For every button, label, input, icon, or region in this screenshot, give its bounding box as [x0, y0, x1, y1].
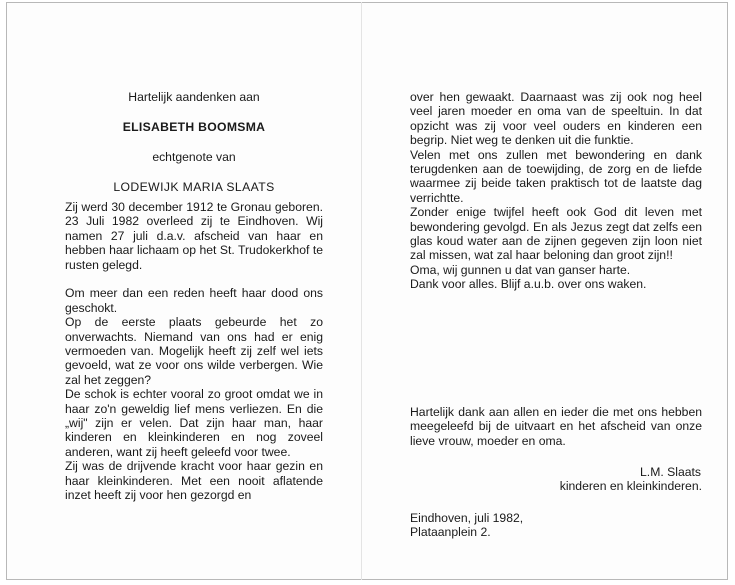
paragraph-dedication: Velen met ons zullen met bewondering en dank terugdenken aan de toewijding, de zorg en de liefde waarmee zij beide taken praktisch tot de laatste dag verrichtte. — [410, 147, 702, 205]
relation-line: echtgenote van — [152, 150, 236, 164]
intro-line: Hartelijk aandenken aan — [128, 90, 260, 104]
card-fold-line — [361, 2, 362, 580]
paragraph-great-loss: De schok is echter vooral zo groot omdat we in haar zo'n geweldig lief mens verliezen. En die „wij" zijn er velen. Dat zijn haar man, haar kinderen en kleinkinderen en nog zoveel anderen, want zij heeft geleefd voor twee. — [65, 387, 323, 459]
signature-block — [410, 465, 702, 494]
paragraph-thanks-watch: Dank voor alles. Blijf a.u.b. over ons waken. — [410, 277, 647, 292]
thanks-paragraph: Hartelijk dank aan allen en ieder die met ons hebben meegeleefd bij de uitvaart en het afscheid van onze lieve vrouw, moeder en oma. — [410, 405, 702, 448]
deceased-name: ELISABETH BOOMSMA — [122, 120, 266, 134]
spouse-name: LODEWIJK MARIA SLAATS — [113, 180, 275, 194]
paragraph-driving-force: Zij was de drijvende kracht voor haar gezin en haar kleinkinderen. Met een nooit aflatende inzet heeft zij voor hen gezorgd en — [65, 459, 323, 503]
signature-name: L.M. Slaats — [640, 465, 701, 479]
paragraph-shock: Om meer dan een reden heeft haar dood ons geschokt. — [65, 286, 323, 315]
signature-family: kinderen en kleinkinderen. — [559, 479, 702, 494]
place-address: Plataanplein 2. — [410, 525, 491, 540]
paragraph-god: Zonder enige twijfel heeft ook God dit leven met bewondering gevolgd. En als Jezus zegt dat zelfs een glas koud water aan de zijnen gegeven zijn loon niet zal missen, wat zal haar beloning dan groot zijn!! — [410, 205, 702, 263]
place-block — [410, 511, 702, 540]
place-city-date: Eindhoven, juli 1982, — [410, 511, 524, 525]
paragraph-unexpected: Op de eerste plaats gebeurde het zo onverwachts. Niemand van ons had er enig vermoeden van. Mogelijk heeft zij zelf wel iets gevoeld, wat ze voor ons wilde verbergen. Wie zal het zeggen? — [65, 315, 323, 387]
paragraph-grant: Oma, wij gunnen u dat van ganser harte. — [410, 262, 631, 277]
paragraph-playground: over hen gewaakt. Daarnaast was zij ook nog heel veel jaren moeder en oma van de speeltuin. In dat opzicht was zij voor veel ouders en kinderen een begrip. Niet weg te denken uit die funktie. — [410, 90, 702, 148]
left-column-text — [65, 200, 323, 503]
paragraph-life-dates: Zij werd 30 december 1912 te Gronau geboren. 23 Juli 1982 overleed zij te Eindhoven. Wij namen 27 juli d.a.v. afscheid van haar en hebben haar lichaam op het St. Trudokerkhof te rusten gelegd. — [65, 200, 323, 272]
right-column-text — [410, 90, 702, 292]
